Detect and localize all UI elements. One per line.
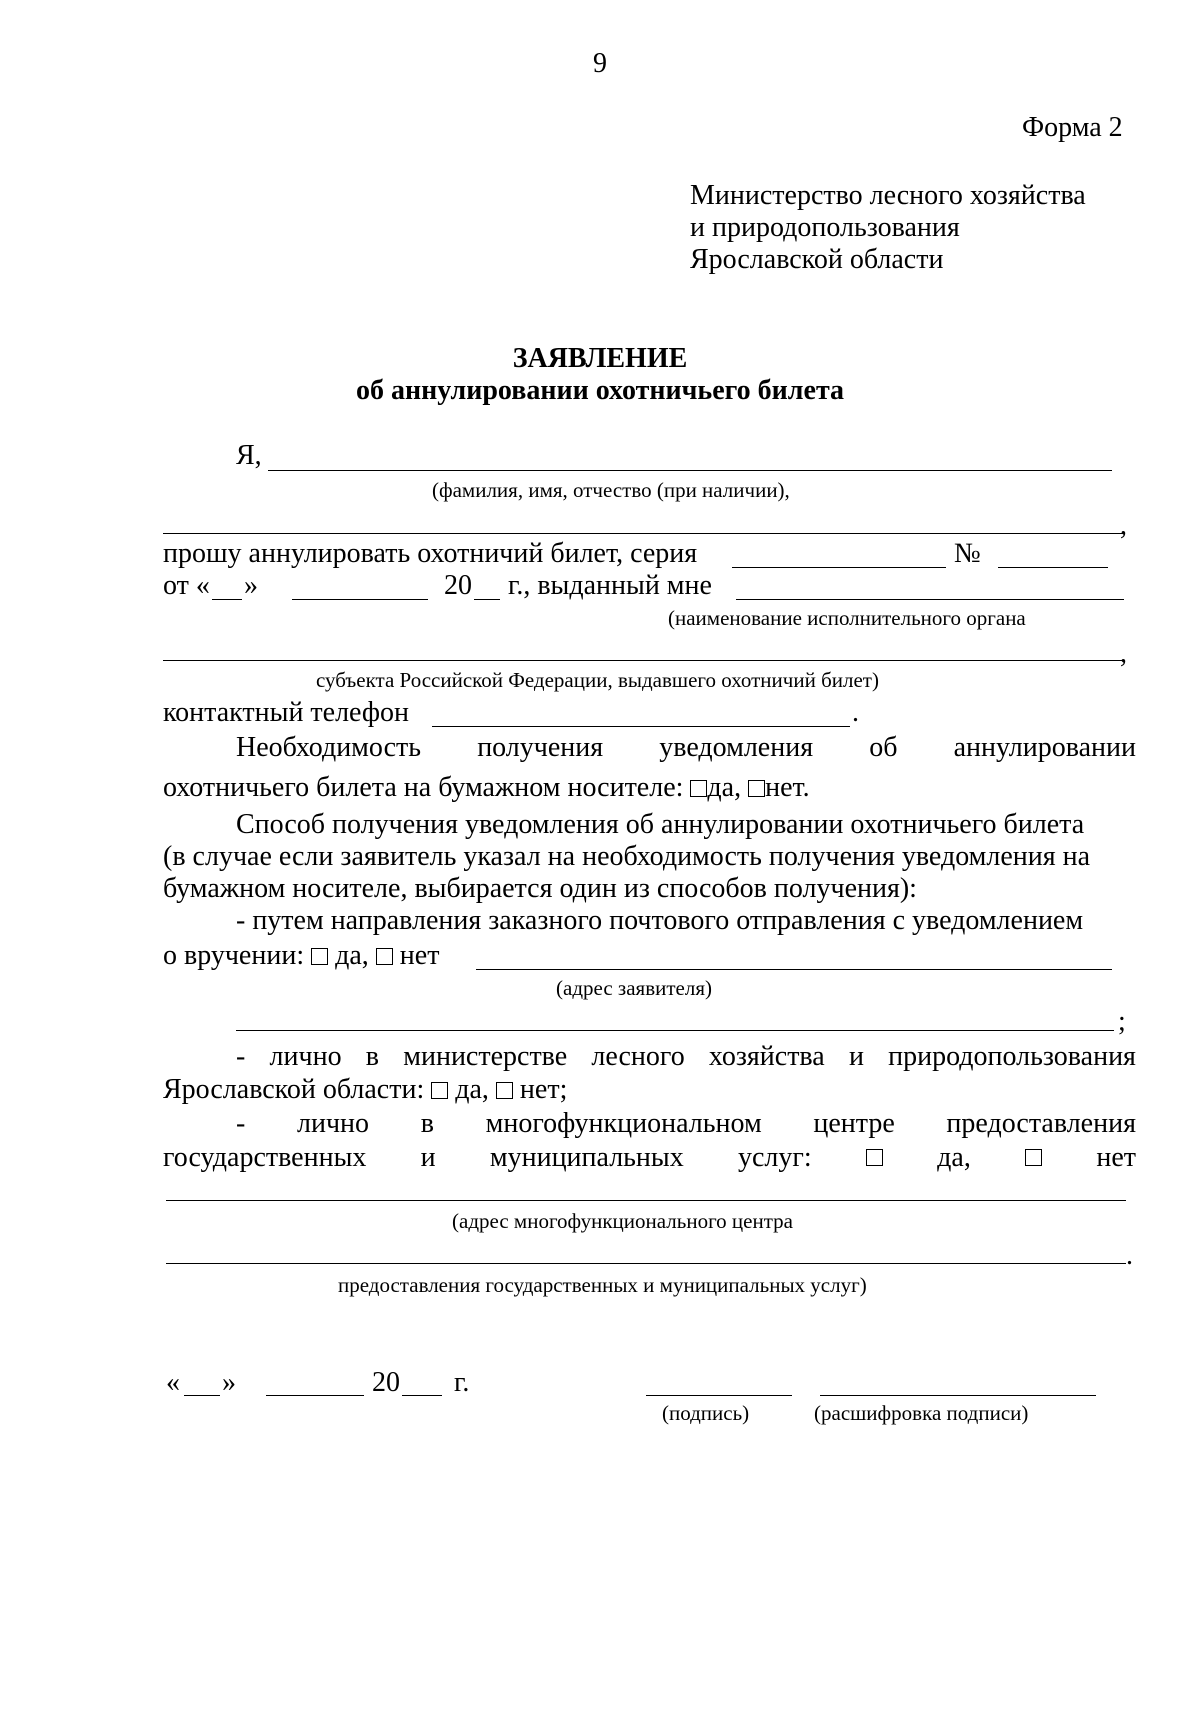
footer-day-line[interactable]: [184, 1395, 220, 1396]
ministry-line-2: [163, 1074, 567, 1106]
document-subtitle: об аннулировании охотничьего билета: [355, 375, 845, 406]
mfc-yes-checkbox[interactable]: [866, 1149, 883, 1166]
authority-line[interactable]: [163, 660, 1123, 661]
word: предоставления: [946, 1108, 1136, 1139]
mfc-address-continuation-line[interactable]: [166, 1263, 1126, 1264]
ministry-yes-checkbox[interactable]: [431, 1082, 448, 1099]
mfc-hint-2: предоставления государственных и муниципальных услуг): [338, 1273, 867, 1297]
phone-line[interactable]: [432, 726, 850, 727]
word: -: [236, 1108, 246, 1139]
word: многофункциональном: [485, 1108, 762, 1139]
mail-yes-label: да,: [335, 940, 369, 971]
mail-text: о вручении:: [163, 940, 305, 971]
word: хозяйства: [708, 1041, 825, 1072]
number-sign: №: [954, 538, 981, 569]
mfc-no-label: нет: [1096, 1142, 1136, 1173]
address-continuation-line[interactable]: [236, 1030, 1114, 1031]
recipient-line-3: Ярославской области: [690, 244, 944, 275]
word: об: [869, 732, 898, 763]
method-line-3: бумажном носителе, выбирается один из способов получения):: [163, 873, 917, 904]
footer-year-prefix: 20: [372, 1367, 400, 1398]
footer-date-close: »: [222, 1367, 236, 1398]
month-line[interactable]: [292, 599, 428, 600]
paper-notice-text: охотничьего билета на бумажном носителе:: [163, 772, 684, 803]
word: аннулировании: [953, 732, 1136, 763]
ministry-no-label: нет;: [519, 1074, 568, 1105]
comma-2: ,: [1120, 638, 1127, 669]
word: Необходимость: [236, 732, 422, 763]
series-line[interactable]: [732, 567, 946, 568]
word: и: [420, 1142, 436, 1173]
footer-month-line[interactable]: [266, 1395, 364, 1396]
word: лесного: [591, 1041, 685, 1072]
word: уведомления: [659, 732, 814, 763]
recipient-line-1: Министерство лесного хозяйства: [690, 180, 1086, 211]
paper-notice-line-2: [163, 772, 810, 804]
form-label: Форма 2: [1022, 112, 1123, 143]
issuer-line[interactable]: [736, 599, 1124, 600]
authority-hint-2: субъекта Российской Федерации, выдавшего охотничий билет): [316, 668, 879, 692]
paper-yes-checkbox[interactable]: [690, 780, 707, 797]
applicant-address-line[interactable]: [476, 969, 1112, 970]
recipient-line-2: и природопользования: [690, 212, 960, 243]
ministry-text: Ярославской области:: [163, 1074, 425, 1105]
mfc-hint-1: (адрес многофункционального центра: [452, 1209, 793, 1233]
footer-year-line[interactable]: [402, 1395, 442, 1396]
mfc-no-checkbox[interactable]: [1025, 1149, 1042, 1166]
i-label: Я,: [236, 440, 262, 471]
fio-line[interactable]: [268, 470, 1112, 471]
mfc-yes-label: да,: [937, 1142, 971, 1173]
phone-period: .: [852, 697, 859, 728]
paper-no-label: нет.: [765, 772, 810, 803]
authority-hint-1: (наименование исполнительного органа: [668, 606, 1026, 630]
day-line[interactable]: [212, 599, 242, 600]
mfc-line-1: [236, 1108, 1136, 1140]
word: лично: [297, 1108, 370, 1139]
footer-year-suffix: г.: [454, 1367, 470, 1398]
method-line-2: (в случае если заявитель указал на необходимость получения уведомления на: [163, 841, 1091, 872]
method-line-1: Способ получения уведомления об аннулировании охотничьего билета: [236, 809, 1085, 840]
ministry-line-1: [236, 1041, 1136, 1073]
year-line[interactable]: [474, 599, 500, 600]
paper-notice-line-1: [236, 732, 1136, 764]
document-title: ЗАЯВЛЕНИЕ: [512, 343, 688, 374]
mail-line-1: - путем направления заказного почтового отправления с уведомлением: [236, 905, 1084, 936]
comma: ,: [1120, 510, 1127, 541]
address-hint: (адрес заявителя): [556, 976, 712, 1000]
signature-decode-line[interactable]: [820, 1395, 1096, 1396]
paper-no-checkbox[interactable]: [748, 780, 765, 797]
phone-label: контактный телефон: [163, 697, 409, 728]
mfc-line-2: [163, 1142, 1136, 1174]
page-number: 9: [593, 48, 607, 79]
word: центре: [813, 1108, 895, 1139]
mail-yes-checkbox[interactable]: [311, 948, 328, 965]
word: и: [848, 1041, 864, 1072]
word: в: [420, 1108, 434, 1139]
fio-continuation-line[interactable]: [163, 533, 1123, 534]
word: услуг:: [737, 1142, 812, 1173]
word: в: [365, 1041, 380, 1072]
date-close: »: [244, 570, 258, 601]
word: муниципальных: [489, 1142, 684, 1173]
mail-line-2: [163, 940, 439, 972]
semicolon: ;: [1118, 1006, 1126, 1037]
issued-label: г., выданный мне: [508, 570, 712, 601]
year-prefix: 20: [444, 570, 472, 601]
mail-no-label: нет: [399, 940, 440, 971]
ministry-no-checkbox[interactable]: [496, 1082, 513, 1099]
word: -: [236, 1041, 246, 1072]
mail-no-checkbox[interactable]: [376, 948, 393, 965]
word: государственных: [163, 1142, 367, 1173]
signature-hint: (подпись): [662, 1401, 750, 1425]
date-open: от «: [163, 570, 210, 601]
footer-date-open: «: [166, 1367, 180, 1398]
number-line[interactable]: [998, 567, 1108, 568]
paper-yes-label: да,: [707, 772, 742, 803]
word: получения: [477, 732, 604, 763]
signature-line[interactable]: [646, 1395, 792, 1396]
mfc-address-line[interactable]: [166, 1200, 1126, 1201]
word: министерстве: [403, 1041, 568, 1072]
ministry-yes-label: да,: [455, 1074, 489, 1105]
word: лично: [269, 1041, 342, 1072]
mfc-period: .: [1126, 1240, 1133, 1271]
signature-decode-hint: (расшифровка подписи): [814, 1401, 1029, 1425]
word: природопользования: [888, 1041, 1136, 1072]
request-text: прошу аннулировать охотничий билет, серия: [163, 538, 698, 569]
fio-hint: (фамилия, имя, отчество (при наличии),: [432, 478, 790, 502]
